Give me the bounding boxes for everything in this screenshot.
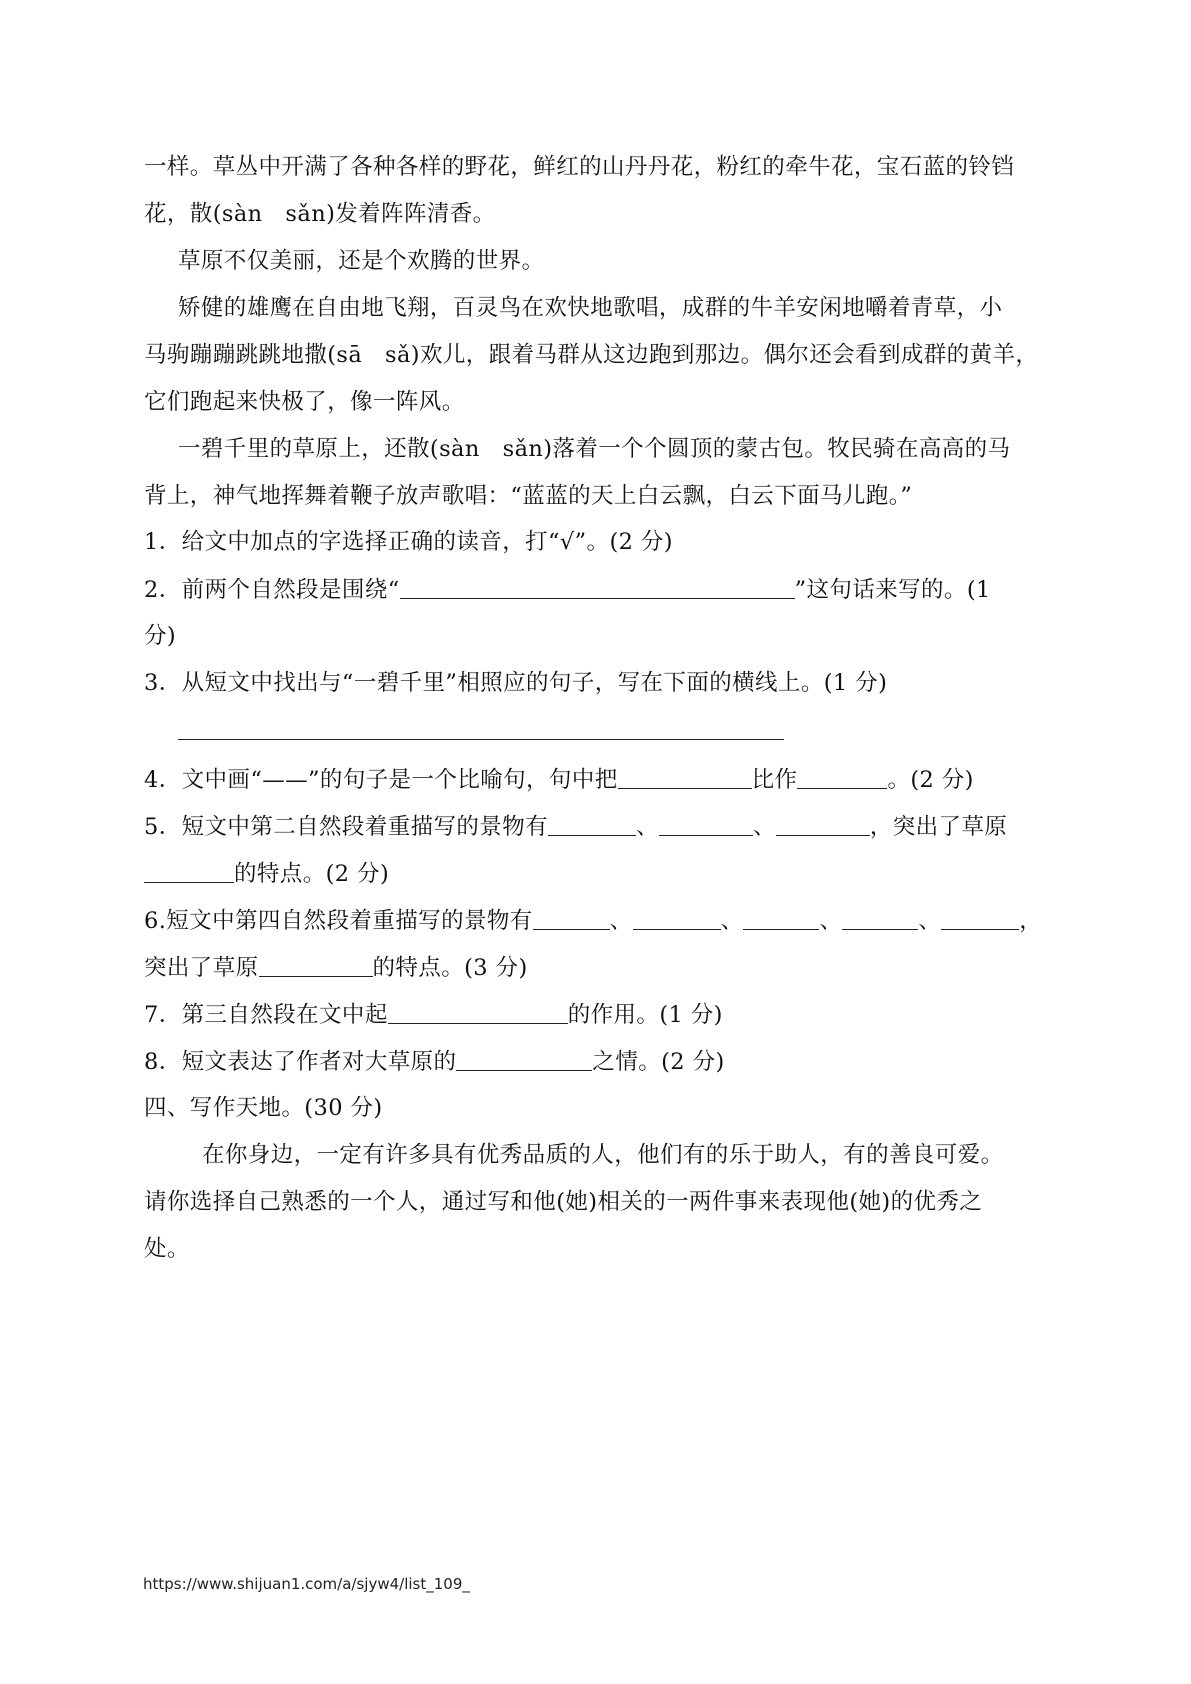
- question-2-cont: 分): [144, 623, 177, 649]
- question-8-text-b: 之情。(2 分): [592, 1049, 725, 1075]
- passage-p3-line2: 马驹蹦蹦跳跳地撒(sā sǎ)欢儿，跟着马群从这边跑到那边。偶尔还会看到成群的黄羊，: [144, 342, 1039, 368]
- question-6-sep-1: 、: [609, 908, 633, 934]
- question-7-text-a: 7．第三自然段在文中起: [144, 1002, 388, 1028]
- question-5-text-c: 的特点。(2 分): [234, 861, 390, 887]
- question-6-cont: [144, 952, 528, 983]
- writing-prompt-line3: 处。: [144, 1236, 190, 1262]
- question-6-blank-5[interactable]: [941, 905, 1019, 930]
- question-6-blank-1[interactable]: [533, 905, 610, 930]
- passage-p4-line1: 一碧千里的草原上，还散(sàn sǎn)落着一个个圆顶的蒙古包。牧民骑在高高的马: [178, 436, 1011, 462]
- footer-url[interactable]: https://www.shijuan1.com/a/sjyw4/list_109_: [143, 1575, 470, 1593]
- question-6-blank-4[interactable]: [842, 905, 918, 930]
- passage-p3-line3: 它们跑起来快极了，像一阵风。: [144, 389, 465, 415]
- question-8: [144, 1046, 725, 1077]
- question-6-blank-2[interactable]: [633, 905, 721, 930]
- question-5-blank-4[interactable]: [144, 858, 234, 883]
- question-4-blank-2[interactable]: [797, 764, 887, 789]
- question-2-text-a: 2．前两个自然段是围绕“: [144, 577, 400, 603]
- question-5-sep-1: 、: [636, 814, 659, 840]
- question-8-blank[interactable]: [456, 1046, 592, 1071]
- question-2: [144, 574, 991, 605]
- question-6-blank-3[interactable]: [743, 905, 819, 930]
- question-4-text-c: 。(2 分): [887, 767, 974, 793]
- question-2-blank[interactable]: [400, 574, 795, 599]
- writing-heading: 四、写作天地。(30 分): [144, 1095, 383, 1121]
- question-4-text-a: 4．文中画“——”的句子是一个比喻句，句中把: [144, 767, 618, 793]
- question-6: [144, 905, 1042, 936]
- question-7: [144, 999, 723, 1030]
- writing-prompt-line1: 在你身边，一定有许多具有优秀品质的人，他们有的乐于助人，有的善良可爱。: [202, 1142, 1004, 1168]
- question-6-end: ，: [1019, 908, 1043, 934]
- writing-prompt-line2: 请你选择自己熟悉的一个人，通过写和他(她)相关的一两件事来表现他(她)的优秀之: [144, 1189, 983, 1215]
- question-3-answer-line[interactable]: [178, 739, 784, 740]
- question-5-sep-2: 、: [752, 814, 776, 840]
- question-5-blank-2[interactable]: [659, 811, 753, 836]
- question-7-text-b: 的作用。(1 分): [567, 1002, 723, 1028]
- question-7-blank[interactable]: [388, 999, 568, 1024]
- question-8-text-a: 8．短文表达了作者对大草原的: [144, 1049, 457, 1075]
- question-5: [144, 811, 1007, 842]
- question-1: 1．给文中加点的字选择正确的读音，打“√”。(2 分): [144, 529, 673, 555]
- passage-p1-line1: 一样。草丛中开满了各种各样的野花，鲜红的山丹丹花，粉红的牵牛花，宝石蓝的铃铛: [144, 154, 1015, 180]
- question-6-text-c: 的特点。(3 分): [372, 955, 528, 981]
- passage-p4-line2: 背上，神气地挥舞着鞭子放声歌唱：“蓝蓝的天上白云飘，白云下面马儿跑。”: [144, 483, 913, 509]
- question-5-blank-3[interactable]: [776, 811, 870, 836]
- passage-p3-line1: 矫健的雄鹰在自由地飞翔，百灵鸟在欢快地歌唱，成群的牛羊安闲地嚼着青草，小: [178, 295, 1003, 321]
- question-5-text-b: ，突出了草原: [869, 814, 1008, 840]
- question-6-blank-6[interactable]: [259, 952, 373, 977]
- passage-p2: 草原不仅美丽，还是个欢腾的世界。: [178, 248, 545, 274]
- question-6-sep-3: 、: [819, 908, 843, 934]
- question-6-sep-4: 、: [918, 908, 942, 934]
- question-6-text-b: 突出了草原: [144, 955, 259, 981]
- question-3: 3．从短文中找出与“一碧千里”相照应的句子，写在下面的横线上。(1 分): [144, 670, 888, 696]
- question-5-text-a: 5．短文中第二自然段着重描写的景物有: [144, 814, 549, 840]
- question-6-text-a: 6.短文中第四自然段着重描写的景物有: [144, 908, 533, 934]
- question-4-text-b: 比作: [751, 767, 798, 793]
- question-5-cont: [144, 858, 389, 889]
- question-5-blank-1[interactable]: [548, 811, 636, 836]
- question-4-blank-1[interactable]: [618, 764, 752, 789]
- passage-p1-line2: 花，散(sàn sǎn)发着阵阵清香。: [144, 201, 496, 227]
- question-2-text-b: ”这句话来写的。(1: [794, 577, 991, 603]
- question-6-sep-2: 、: [720, 908, 744, 934]
- question-4: [144, 764, 974, 795]
